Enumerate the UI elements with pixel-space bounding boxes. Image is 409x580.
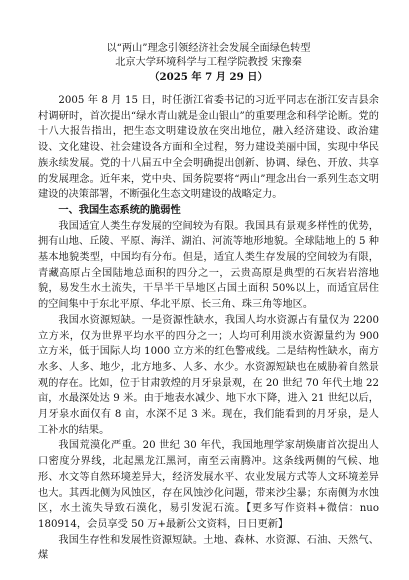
paragraph-resources: 我国生存性和发展性资源短缺。土地、森林、水资源、石油、天然气、煤 bbox=[38, 534, 379, 562]
document-date: （2025 年 7 月 29 日） bbox=[149, 71, 268, 83]
document-header bbox=[38, 42, 379, 84]
document-title: 以“两山”理念引领经济社会发展全面绿色转型 bbox=[106, 43, 311, 54]
document-author: 北京大学环境科学与工程学院教授 宋豫秦 bbox=[115, 57, 302, 68]
paragraph-desertification: 我国荒漠化严重。20 世纪 30 年代，我国地理学家胡焕庸首次提出人口密度分界线，北起黑龙江黑河，南至云南腾冲。这条线两侧的气候、地形、水文等自然环境差异大，经济发展水平、农业发展方式等人文环境差异也大。其西北侧为风蚀区，存在风蚀沙化问题，带来沙尘暴；东南侧为水蚀区，水土流失导致石漠化，易引发泥石流。【更多写作资料+微信：nuo 180914，会员享受 50 万+最新公文资料，日日更新】 bbox=[38, 440, 379, 530]
document-body bbox=[38, 93, 379, 564]
paragraph-living-space: 我国适宜人类生存发展的空间较为有限。我国具有景观多样性的优势，拥有山地、丘陵、平原、海洋、湖泊、河流等地形地貌。全球陆地上的 5 种基本地貌类型，中国均有分布。但是，适宜人类生存发展的空间较为有限，青藏高原占全国陆地总面积的四分之一，云贵高原是典型的石灰岩岩溶地貌，易发生水土流失，干旱半干旱地区占国土面积 50%以上，而适宜居住的空间集中于东北平原、华北平原、长三角、珠三角等地区。 bbox=[38, 220, 379, 311]
paragraph-water-shortage: 我国水资源短缺。一是资源性缺水，我国人均水资源占有量仅为 2200 立方米，仅为世界平均水平的四分之一；人均可利用淡水资源量约为 900 立方米，低于国际人均 1000 立方米的红色警戒线。二是结构性缺水，南方水多、人多、地少，北方地多、人多、水少。水资源短缺也在威胁着自然景观的存在。比如，位于甘肃敦煌的月牙泉景观，在 20 世纪 70 年代土地 22 亩，水最深处达 9 米。由于地表水减少、地下水下降，进入 21 世纪以后，月牙泉水面仅有 8 亩，水深不足 3 米。现在，我们能看到的月牙泉，是人工补水的结果。 bbox=[38, 314, 379, 436]
paragraph-intro: 2005 年 8 月 15 日，时任浙江省委书记的习近平同志在浙江安吉县余村调研时，首次提出“绿水青山就是金山银山”的重要理念和科学论断。党的十八大报告指出，把生态文明建设放在突出地位，融入经济建设、政治建设、文化建设、社会建设各方面和全过程，努力建设美丽中国，实现中华民族永续发展。党的十八届五中全会明确提出创新、协调、绿色、开放、共享的发展理念。近年来，党中央、国务院要将“两山”理念出台一系列生态文明建设的决策部署，不断强化生态文明建设的战略定力。 bbox=[38, 95, 379, 201]
section-heading: 一、我国生态系统的脆弱性 bbox=[58, 203, 181, 216]
